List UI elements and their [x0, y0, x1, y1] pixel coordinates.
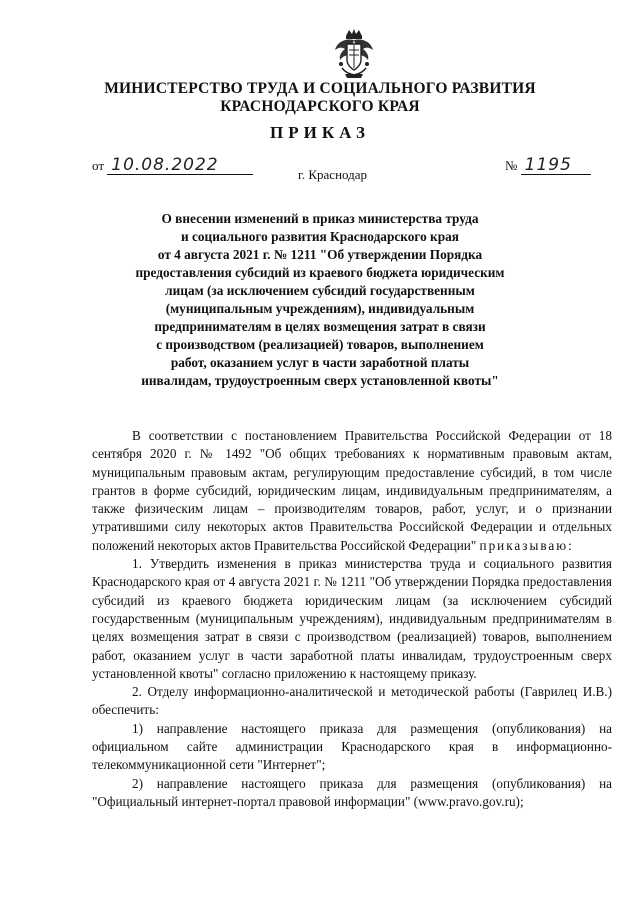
number-value: 1195: [524, 155, 572, 175]
preamble-paragraph: [92, 427, 612, 555]
heading-line: и социального развития Краснодарского края: [181, 229, 459, 244]
clause-1: 1. Утвердить изменения в приказ министерства труда и социального развития Краснодарского края от 4 августа 2021 г. № 1211 "Об утверждении Порядка предоставления субсидий из краевого бюджета юридическим лицам (за исключением субсидий государственным (муниципальным учреждениям), индивидуальным предпринимателям в целях возмещения затрат в связи с производством (реализацией) товаров, выполнением работ, оказанием услуг в части заработной платы инвалидам, трудоустроенным сверх установленной квоты" согласно приложению к настоящему приказу.: [92, 556, 612, 681]
ministry-name-line1: МИНИСТЕРСТВО ТРУДА И СОЦИАЛЬНОГО РАЗВИТИЯ: [104, 80, 536, 97]
heading-line: работ, оказанием услуг в части заработной платы: [170, 355, 470, 370]
ministry-name-line2: КРАСНОДАРСКОГО КРАЯ: [220, 98, 420, 115]
order-title: ПРИКАЗ: [270, 123, 370, 142]
order-number: [505, 157, 591, 175]
order-date: [92, 157, 253, 175]
order-word: приказываю: [479, 537, 569, 553]
clause-2-item-2: 2) направление настоящего приказа для размещения (опубликования) на "Официальный интернет-портал правовой информации" (www.pravo.gov.ru);: [92, 775, 612, 809]
order-heading: [115, 210, 525, 390]
city: г. Краснодар: [298, 167, 368, 182]
heading-line: предпринимателям в целях возмещения затрат в связи: [154, 319, 486, 334]
heading-line: (муниципальным учреждениям), индивидуальным: [165, 301, 475, 316]
order-body: [92, 427, 612, 811]
heading-line: с производством (реализацией) товаров, выполнением: [156, 337, 484, 352]
coat-of-arms-icon: [333, 28, 375, 80]
date-prefix: от: [92, 158, 105, 173]
heading-line: предоставления субсидий из краевого бюджета юридическим: [135, 265, 505, 280]
heading-line: лицам (за исключением субсидий государственным: [165, 283, 475, 298]
heading-line: О внесении изменений в приказ министерства труда: [161, 211, 479, 226]
number-prefix: №: [505, 158, 518, 173]
preamble-end: :: [568, 537, 572, 553]
preamble-text: В соответствии с постановлением Правительства Российской Федерации от 18 сентября 2020 г. № 1492 "Об общих требованиях к нормативным правовым актам, муниципальным правовым актам, регулирующим предоставление субсидий, в том числе грантов в форме субсидий, юридическим лицам, индивидуальным предпринимателям, а также физическим лицам – производителям товаров, работ, услуг, и о признании утратившими силу некоторых актов Правительства Российской Федерации и отдельных положений некоторых актов Правительства Российской Федерации": [92, 428, 612, 553]
clause-2: 2. Отделу информационно-аналитической и методической работы (Гаврилец И.В.) обеспечить:: [92, 684, 612, 718]
date-value: 10.08.2022: [111, 155, 219, 175]
clause-2-item-1: 1) направление настоящего приказа для размещения (опубликования) на официальном сайте администрации Краснодарского края в информационно-телекоммуникационной сети "Интернет";: [92, 720, 612, 773]
heading-line: инвалидам, трудоустроенным сверх установленной квоты": [141, 373, 499, 388]
heading-line: от 4 августа 2021 г. № 1211 "Об утверждении Порядка: [157, 247, 483, 262]
